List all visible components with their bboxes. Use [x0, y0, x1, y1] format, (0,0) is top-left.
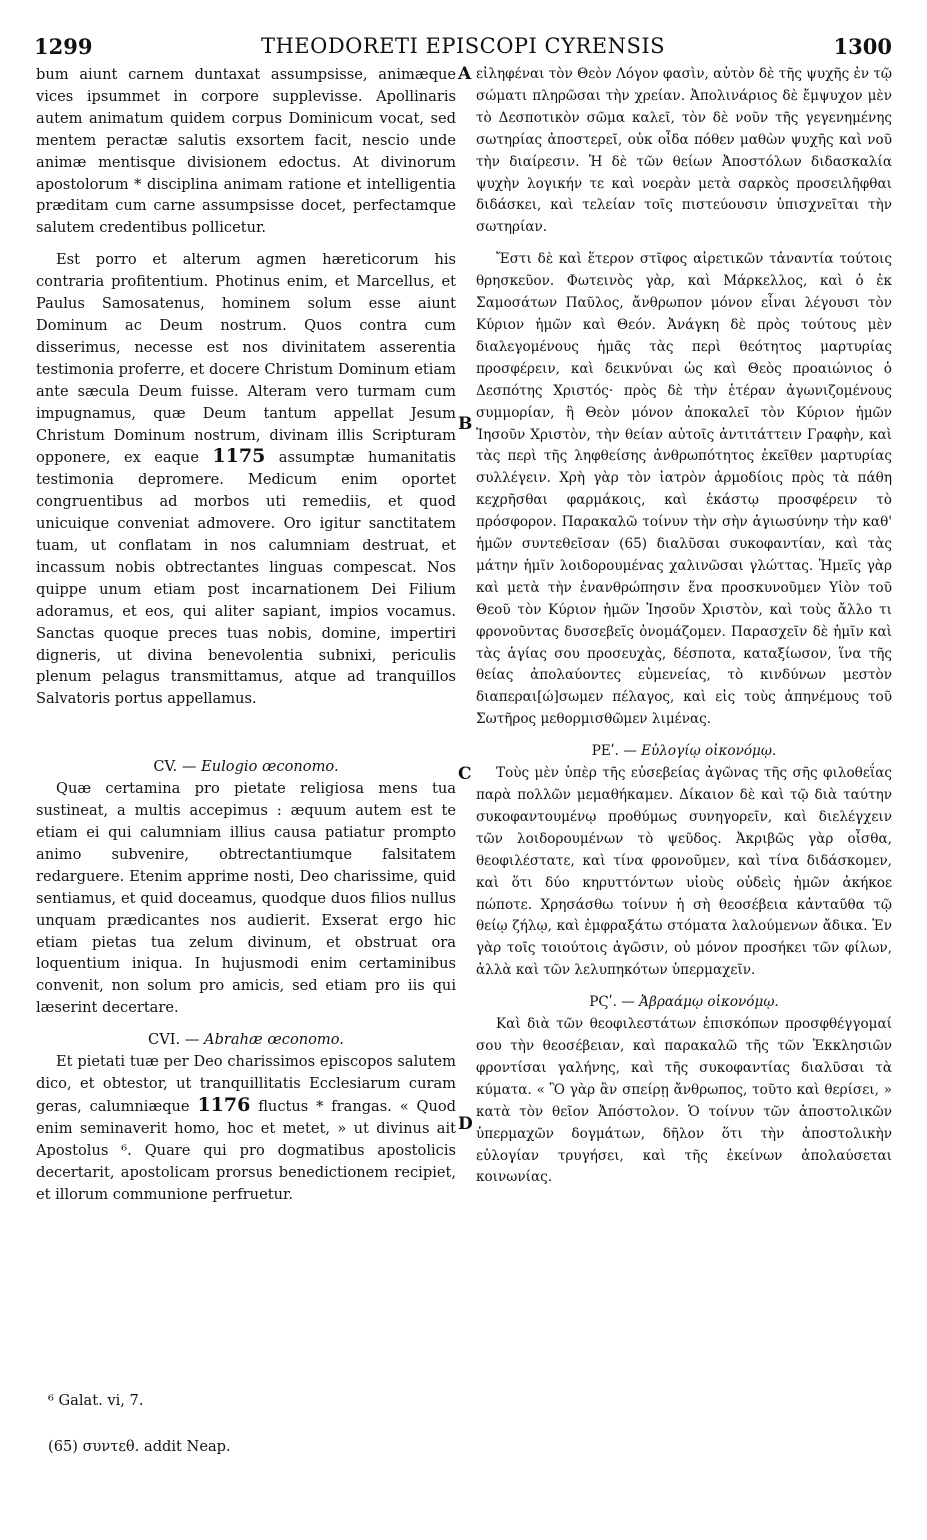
- latin-letter-105-recipient: Eulogio œconomo.: [201, 758, 339, 776]
- greek-letter-106-recipient: Ἀβραάμῳ οἰκονόμῳ.: [639, 994, 779, 1011]
- column-number-1175: 1175: [212, 445, 266, 468]
- latin-paragraph-4: [36, 1051, 456, 1205]
- margin-letter-c: C: [458, 764, 472, 784]
- greek-paragraph-2: Ἔστι δὲ καὶ ἕτερον στῖφος αἱρετικῶν τἀναντία τούτοις θρησκεῦον. Φωτεινὸς γὰρ, καὶ Μάρκελλος, καὶ ὁ ἐκ Σαμοσάτων Παῦλος, ἄνθρωπον μόνον εἶναι λέγουσι τὸν Κύριον ἡμῶν καὶ Θεόν. Ἀνάγκη δὲ πρὸς τούτους μὲν διαλεγομένους ἡμᾶς τὰς περὶ θεότητος μαρτυρίας προσφέρειν, καὶ δεικνύναι ὡς καὶ Θεὸς προαιώνιος ὁ Δεσπότης Χριστός· πρὸς δὲ τὴν ἑτέραν ἀγωνιζομένους συμμορίαν, ἣ Θεὸν μόνον ἀποκαλεῖ τὸν Κύριον ἡμῶν Ἰησοῦν Χριστὸν, τὴν θείαν αὐτοῖς ἀντιτάττειν Γραφὴν, καὶ τὰς περὶ τῆς ληφθείσης ἀνθρωπότητος ἐκεῖθεν μαρτυρίας συλλέγειν. Χρὴ γὰρ τὸν ἰατρὸν ἁρμοδίοις πρὸς τὰ πάθη κεχρῆσθαι φαρμάκοις, καὶ ἑκάστῳ προσφέρειν τὸ πρόσφορον. Παρακαλῶ τοίνυν τὴν σὴν ἁγιωσύνην τὴν καθ' ἡμῶν συντεθεῖσαν (65) διαλῦσαι συκοφαντίαν, καὶ τὰς μάτην ἡμῖν λοιδορουμένας χαλινῶσαι γλώττας. Ἡμεῖς γὰρ καὶ μετὰ τὴν ἐνανθρώπησιν ἕνα προσκυνοῦμεν Υἱὸν τοῦ Θεοῦ τὸν Κύριον ἡμῶν Ἰησοῦν Χριστὸν, καὶ τοὺς ἄλλο τι φρονοῦντας δυσσεβεῖς ὀνομάζομεν. Παρασχεῖν δὲ ἡμῖν καὶ τὰς ἁγίας σου προσευχὰς, δέσποτα, καταξίωσον, ἵνα τῆς θείας ἀπολαύοντες εὐμενείας, τὸ κινδύνων μεστὸν διαπεραι[ώ]σωμεν πέλαγος, καὶ εἰς τοὺς ἀπηνέμους τοῦ Σωτῆρος μεθορμισθῶμεν λιμένας.: [476, 251, 892, 728]
- footnote-variant-reading: (65) συντεθ. addit Neap.: [48, 1438, 231, 1455]
- greek-paragraph-4: Καὶ διὰ τῶν θεοφιλεστάτων ἐπισκόπων προσφθέγγομαί σου τὴν θεοσέβειαν, καὶ παρακαλῶ τῆς τῶν Ἐκκλησιῶν φροντίσαι γαλήνης, καὶ τῆς συκοφαντίας διαλῦσαι τὰ κύματα. « Ὃ γὰρ ἂν σπείρῃ ἄνθρωπος, τοῦτο καὶ θερίσει, » κατὰ τὸν θεῖον Ἀπόστολον. Ὁ τοίνυν τῶν ἀποστολικῶν ὑπερμαχῶν δογμάτων, δῆλον ὅτι τὴν ἀποστολικὴν εὐλογίαν τρυγήσει, καὶ τῆς ἐκείνων ἀπολαύσεται κοινωνίας.: [476, 1016, 892, 1186]
- greek-letter-105-number: ΡΕʹ. —: [591, 743, 637, 760]
- greek-letter-105-recipient: Εὐλογίῳ οἰκονόμῳ.: [641, 743, 777, 760]
- column-number-1176: 1176: [197, 1093, 251, 1116]
- latin-paragraph-2a: Est porro et alterum agmen hæreticorum his contraria profitentium. Photinus enim, et Marcellus, et Paulus Samosatenus, hominem solum esse aiunt Dominum ac Deum nostrum. Quos contra cum disserimus, necesse est nos divinitatem asserentia testimonia proferre, et docere Christum Dominum etiam ante sæcula Deum fuisse. Alteram vero turmam cum impugnamus, quæ Deum tantum appellat Jesum Christum Dominum nostrum, divinam illis Scripturam opponere, ex eaque: [36, 251, 456, 467]
- latin-letter-105-title: [36, 756, 456, 778]
- greek-column: [476, 64, 892, 1189]
- right-page-number: 1300: [833, 34, 892, 59]
- running-header: [34, 34, 892, 64]
- margin-letter-b: B: [458, 414, 473, 434]
- margin-letter-d: D: [458, 1114, 473, 1134]
- latin-paragraph-4b: fluctus * frangas. « Quod enim seminaverit homo, hoc et metet, » ut divinus ait Apostolus ⁶. Quare qui pro dogmatibus apostolicis decertarit, apostolicam prorsus benedictionem recipiet, et illorum communione perfruetur.: [36, 1097, 457, 1203]
- greek-letter-106-title: [476, 992, 892, 1014]
- latin-paragraph-2: [36, 249, 456, 710]
- greek-letter-105-title: [476, 741, 892, 763]
- latin-paragraph-1: bum aiunt carnem duntaxat assumpsisse, animæque vices ipsummet in corpore supplevisse. Apollinaris autem animatum quidem corpus Dominicum vocat, sed mentem peractæ salutis exsortem facit, nescio unde animæ mentisque divisionem edoctus. At divinorum apostolorum * disciplina animam ratione et intelligentia præditam cum carne assumpsisse docet, perfectamque salutem credentibus pollicetur.: [36, 66, 456, 237]
- latin-paragraph-2b: assumptæ humanitatis testimonia depromere. Medicum enim oportet congruentibus ad morbos uti remediis, et quod unicuique conveniat admovere. Oro igitur sanctitatem tuam, ut conflatam in nos calumniam destruat, et incassum nobis obtrectantes linguas compescat. Nos quippe unum etiam post incarnationem Dei Filium adoramus, et eos, qui aliter sapiant, impios vocamus. Sanctas quoque preces tuas nobis, domine, impertiri digneris, ut divina benevolentia subnixi, periculis plenum pelagus transmittamus, atque ad tranquillos Salvatoris portus appellamus.: [36, 449, 457, 708]
- latin-column: [36, 64, 456, 1205]
- latin-letter-106-title: [36, 1029, 456, 1051]
- footnote-galatians: ⁶ Galat. vi, 7.: [48, 1392, 144, 1409]
- margin-letter-a: A: [458, 64, 472, 84]
- latin-letter-105-number: CV. —: [153, 758, 197, 776]
- latin-letter-106-number: CVI. —: [148, 1031, 200, 1049]
- latin-paragraph-3: Quæ certamina pro pietate religiosa mens tua sustineat, a multis accepimus : æquum autem est te etiam ei qui calumniam illius causa patiatur prompto animo subvenire, obtrectantiumque falsitatem redarguere. Etenim apprime nosti, Deo charissime, quid sentiamus, et quid doceamus, quodque duos filios nullus unquam prædicantes nos audierit. Exserat ergo hic etiam pietas tua zelum divinum, et obstruat ora loquentium iniqua. In hujusmodi enim certaminibus convenit, non solum pro amicis, sed etiam pro iis qui læserint decertare.: [36, 780, 456, 1017]
- running-title: THEODORETI EPISCOPI CYRENSIS: [260, 34, 666, 58]
- greek-letter-106-number: ΡϚʹ. —: [589, 994, 635, 1011]
- greek-paragraph-3: Τοὺς μὲν ὑπὲρ τῆς εὐσεβείας ἀγῶνας τῆς σῆς φιλοθεΐας παρὰ πολλῶν μεμαθήκαμεν. Δίκαιον δὲ καὶ τῷ διὰ ταύτην συκοφαντουμένῳ προθύμως συνηγορεῖν, καὶ διελέγχειν τῶν λοιδορουμένων τὸ ψεῦδος. Ἀκριβῶς γὰρ οἶσθα, θεοφιλέστατε, καὶ τίνα φρονοῦμεν, καὶ τίνα διδάσκομεν, καὶ ὅτι δύο κηρυττόντων υἱοὺς οὐδεὶς ἡμῶν ἀκήκοε πώποτε. Χρησάσθω τοίνυν ἡ σὴ θεοσέβεια κἀνταῦθα τῷ θείῳ ζήλῳ, καὶ ἐμφραξάτω στόματα λαλούμενων ἄδικα. Ἐν γὰρ τοῖς τοιούτοις ἀγῶσιν, οὐ μόνον προσήκει τῶν φίλων, ἀλλὰ καὶ τῶν λελυπηκότων ὑπερμαχεῖν.: [476, 765, 892, 979]
- latin-letter-106-recipient: Abrahæ œconomo.: [204, 1031, 344, 1049]
- latin-paragraph-4a: Et pietati tuæ per Deo charissimos episcopos salutem dico, et obtestor, ut tranquillitatis Ecclesiarum curam geras, calumniæque: [36, 1053, 456, 1115]
- left-page-number: 1299: [34, 34, 93, 59]
- greek-paragraph-1: εἰληφέναι τὸν Θεὸν Λόγον φασὶν, αὐτὸν δὲ τῆς ψυχῆς ἐν τῷ σώματι πληρῶσαι τὴν χρείαν. Ἀπολινάριος δὲ ἔμψυχον μὲν τὸ Δεσποτικὸν σῶμα καλεῖ, τὸν δὲ νοῦν τῆς γεγενημένης σωτηρίας ἀποστερεῖ, οὐκ οἶδα πόθεν μαθὼν ψυχῆς καὶ νοῦ τὴν διαίρεσιν. Ἡ δὲ τῶν θείων Ἀποστόλων διδασκαλία ψυχὴν λογικήν τε καὶ νοερὰν μετὰ σαρκὸς προσειλῆφθαι διδάσκει, καὶ τελείαν τοῖς πιστεύουσιν ὑπισχνεῖται τὴν σωτηρίαν.: [476, 66, 892, 236]
